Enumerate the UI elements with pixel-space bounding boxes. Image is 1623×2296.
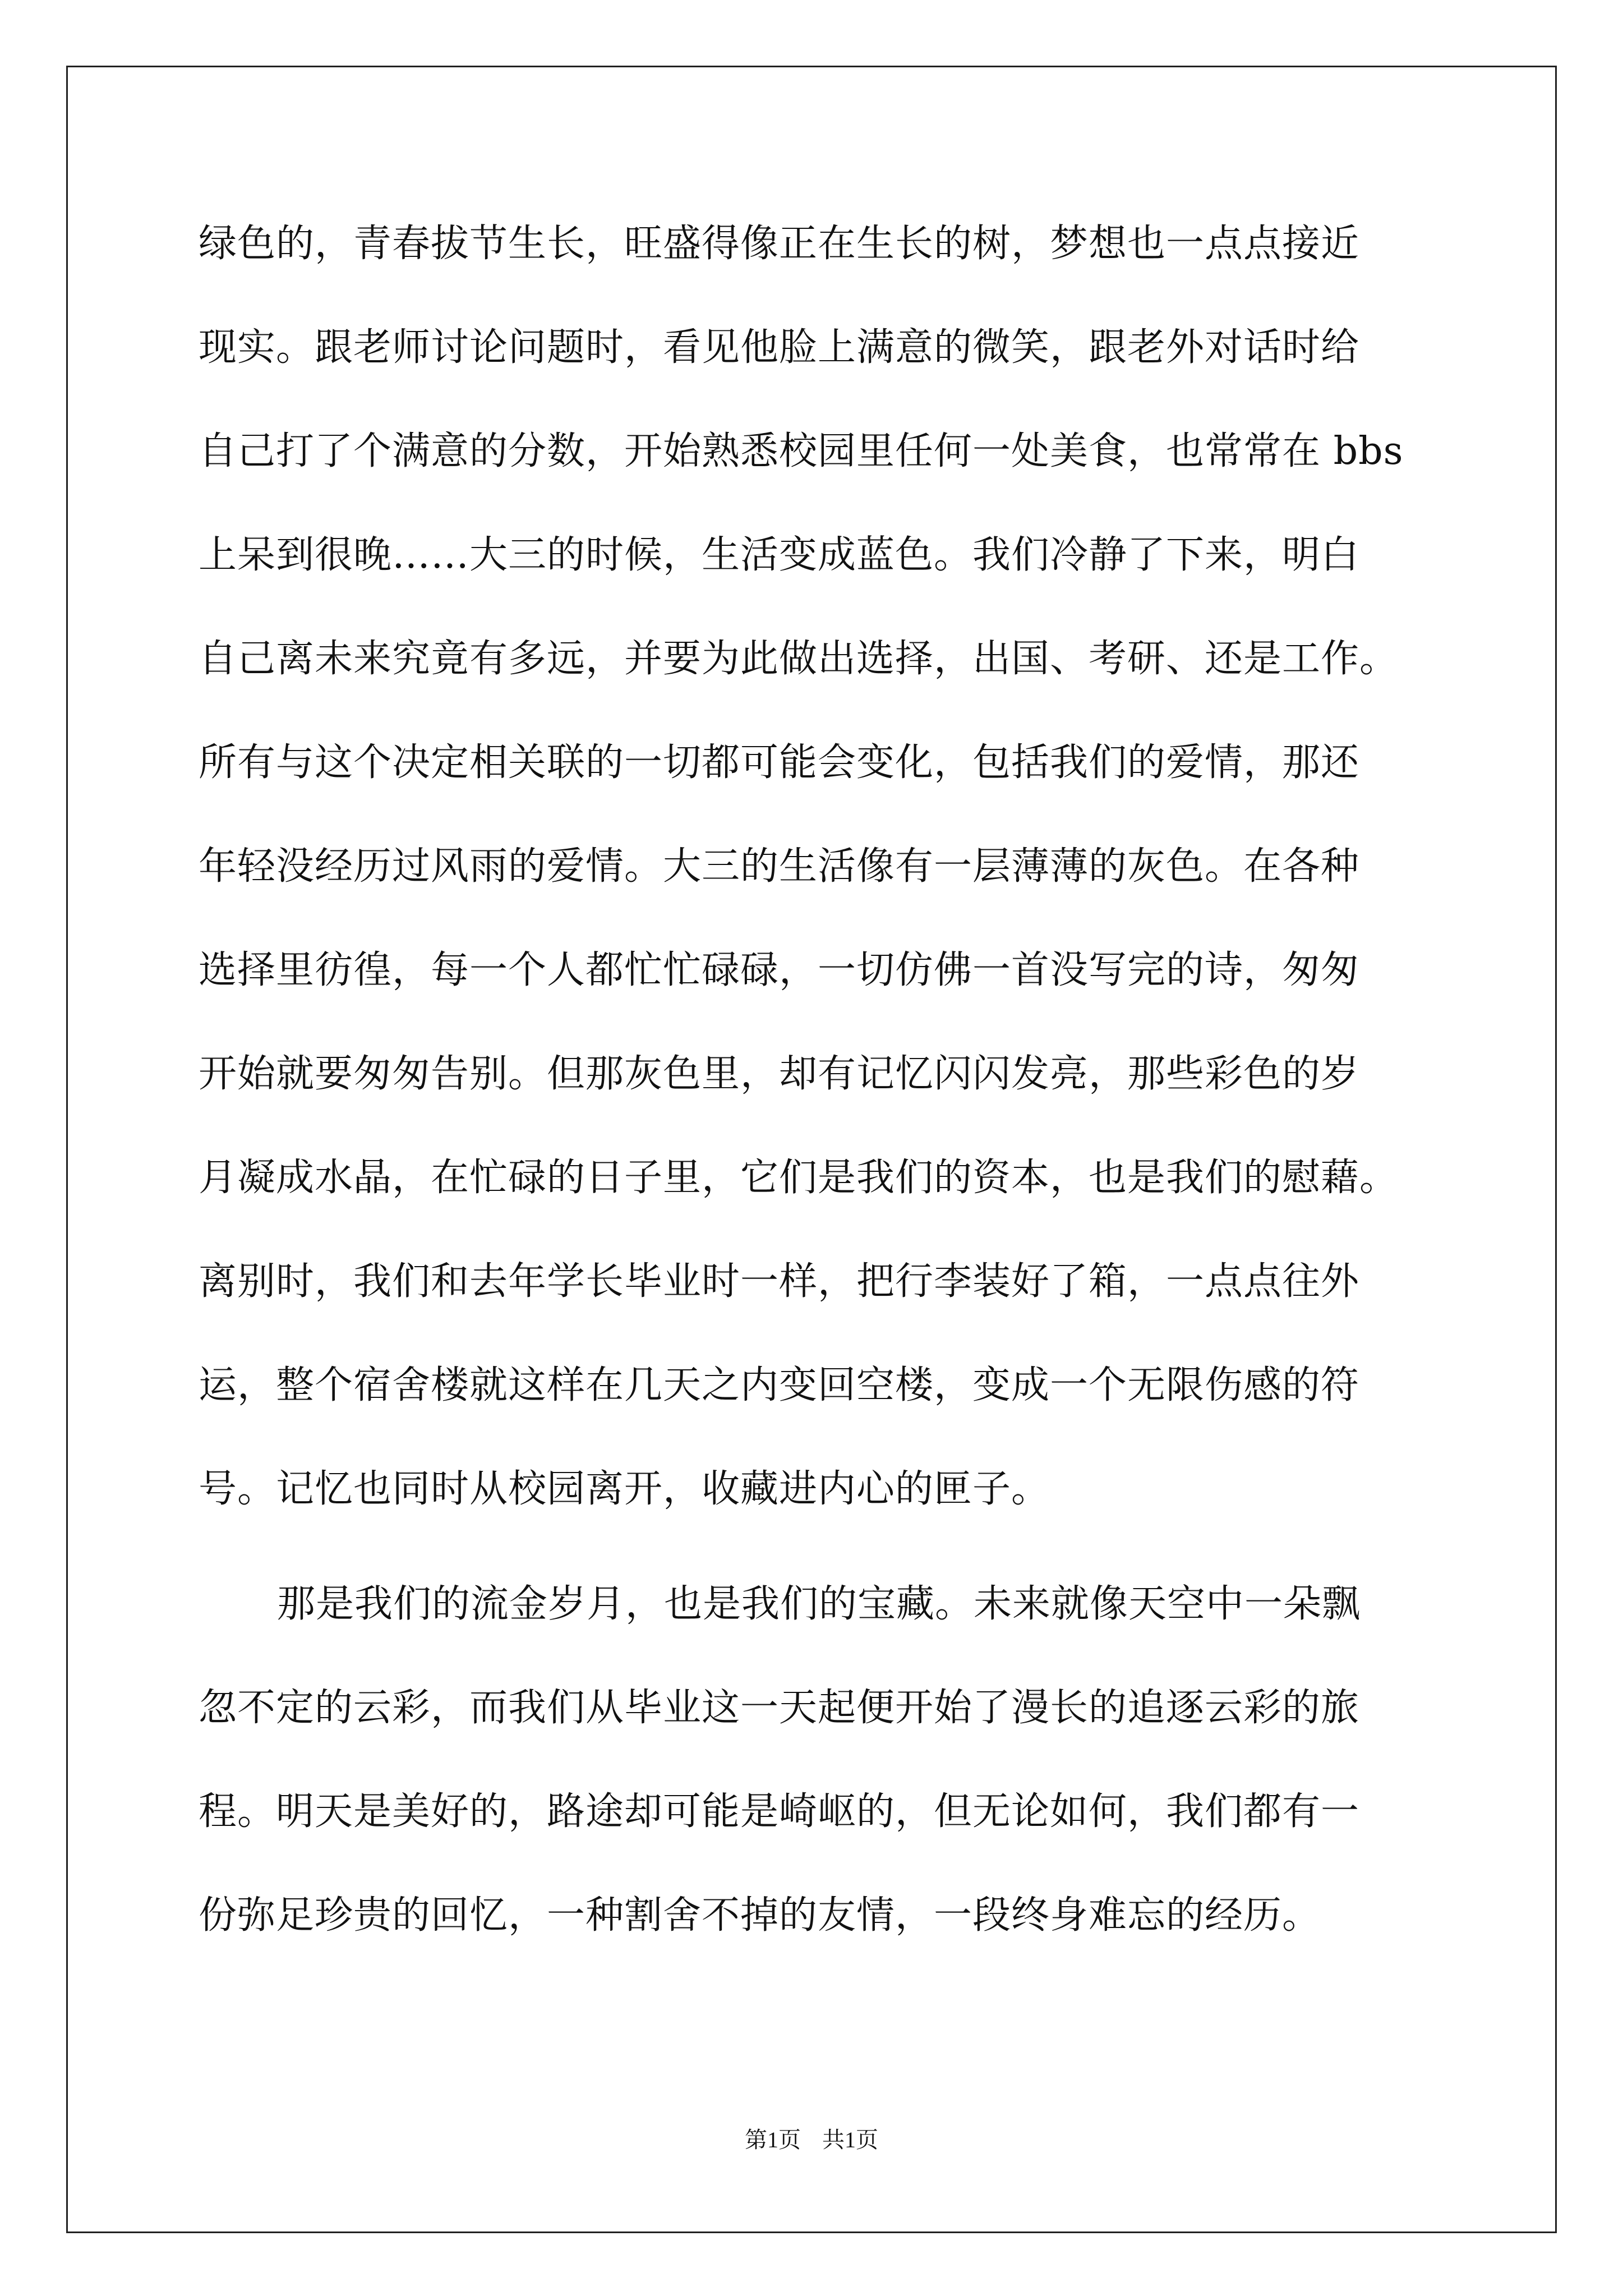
text-line: 绿色的，青春拔节生长，旺盛得像正在生长的树，梦想也一点点接近 bbox=[199, 222, 1360, 266]
text-line: 月凝成水晶，在忙碌的日子里，它们是我们的资本，也是我们的慰藉。 bbox=[199, 1156, 1399, 1200]
text-line: 选择里彷徨，每一个人都忙忙碌碌，一切仿佛一首没写完的诗，匆匆 bbox=[199, 948, 1360, 992]
page-total: 共1页 bbox=[822, 2127, 878, 2152]
document-body bbox=[199, 213, 1427, 1989]
page-number: 第1页 bbox=[745, 2127, 801, 2152]
page-footer bbox=[0, 2122, 1623, 2154]
paragraph-gap bbox=[199, 1562, 1427, 1573]
text-line: 程。明天是美好的，路途却可能是崎岖的，但无论如何，我们都有一 bbox=[199, 1789, 1360, 1834]
text-line: 号。记忆也同时从校园离开，收藏进内心的匣子。 bbox=[199, 1467, 1050, 1511]
text-line: 份弥足珍贵的回忆，一种割舍不掉的友情，一段终身难忘的经历。 bbox=[199, 1893, 1321, 1938]
text-line: 年轻没经历过风雨的爱情。大三的生活像有一层薄薄的灰色。在各种 bbox=[199, 844, 1360, 889]
text-line: 现实。跟老师讨论问题时，看见他脸上满意的微笑，跟老外对话时给 bbox=[199, 325, 1360, 370]
text-line: 自己离未来究竟有多远，并要为此做出选择，出国、考研、还是工作。 bbox=[199, 637, 1399, 681]
text-line: 忽不定的云彩，而我们从毕业这一天起便开始了漫长的追逐云彩的旅 bbox=[199, 1686, 1360, 1730]
text-line: 开始就要匆匆告别。但那灰色里，却有记忆闪闪发亮，那些彩色的岁 bbox=[199, 1052, 1360, 1096]
paragraph-2 bbox=[199, 1573, 1427, 1989]
paragraph-1 bbox=[199, 213, 1427, 1562]
text-line: 所有与这个决定相关联的一切都可能会变化，包括我们的爱情，那还 bbox=[199, 740, 1360, 785]
text-line: 那是我们的流金岁月，也是我们的宝藏。未来就像天空中一朵飘 bbox=[277, 1582, 1361, 1626]
text-line: 离别时，我们和去年学长毕业时一样，把行李装好了箱，一点点往外 bbox=[199, 1259, 1360, 1304]
text-line: 自己打了个满意的分数，开始熟悉校园里任何一处美食，也常常在 bbs bbox=[199, 429, 1404, 473]
text-line: 运，整个宿舍楼就这样在几天之内变回空楼，变成一个无限伤感的符 bbox=[199, 1363, 1360, 1407]
text-line: 上呆到很晚……大三的时候，生活变成蓝色。我们冷静了下来，明白 bbox=[199, 533, 1360, 577]
